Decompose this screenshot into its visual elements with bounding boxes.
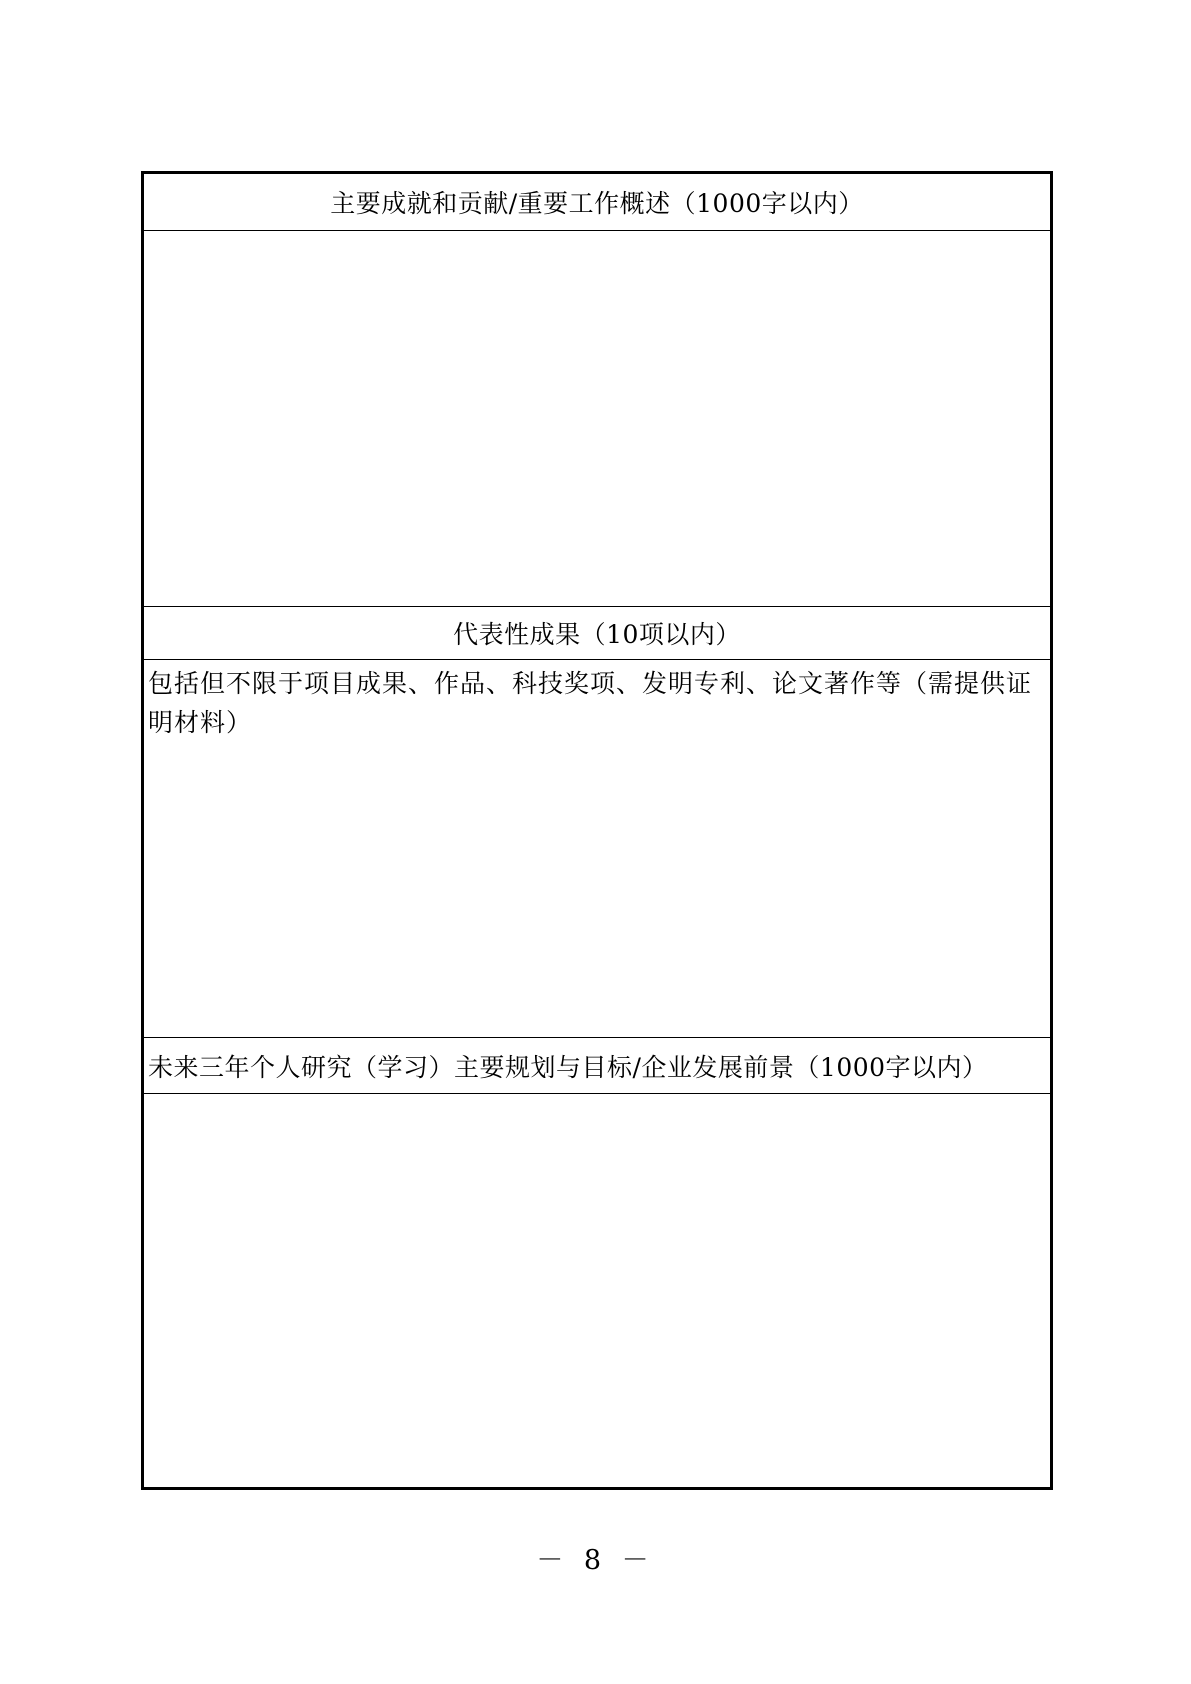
future-plan-writing-area[interactable]	[144, 1094, 1050, 1487]
section-heading-future-plan	[144, 1038, 1050, 1093]
section-heading-achievements-text: 主要成就和贡献/重要工作概述（1000字以内）	[330, 189, 864, 218]
section-heading-representative-results-text: 代表性成果（10项以内）	[453, 620, 741, 649]
page-number: － 8 －	[536, 1545, 655, 1576]
application-form-table	[141, 171, 1053, 1490]
section-heading-achievements	[144, 174, 1050, 230]
representative-results-instruction: 包括但不限于项目成果、作品、科技奖项、发明专利、论文著作等（需提供证明材料）	[148, 669, 1033, 737]
section-heading-representative-results	[144, 607, 1050, 659]
section-heading-future-plan-text: 未来三年个人研究（学习）主要规划与目标/企业发展前景（1000字以内）	[148, 1052, 988, 1082]
achievements-writing-area[interactable]	[144, 231, 1050, 606]
representative-results-writing-area[interactable]	[144, 660, 1050, 1037]
